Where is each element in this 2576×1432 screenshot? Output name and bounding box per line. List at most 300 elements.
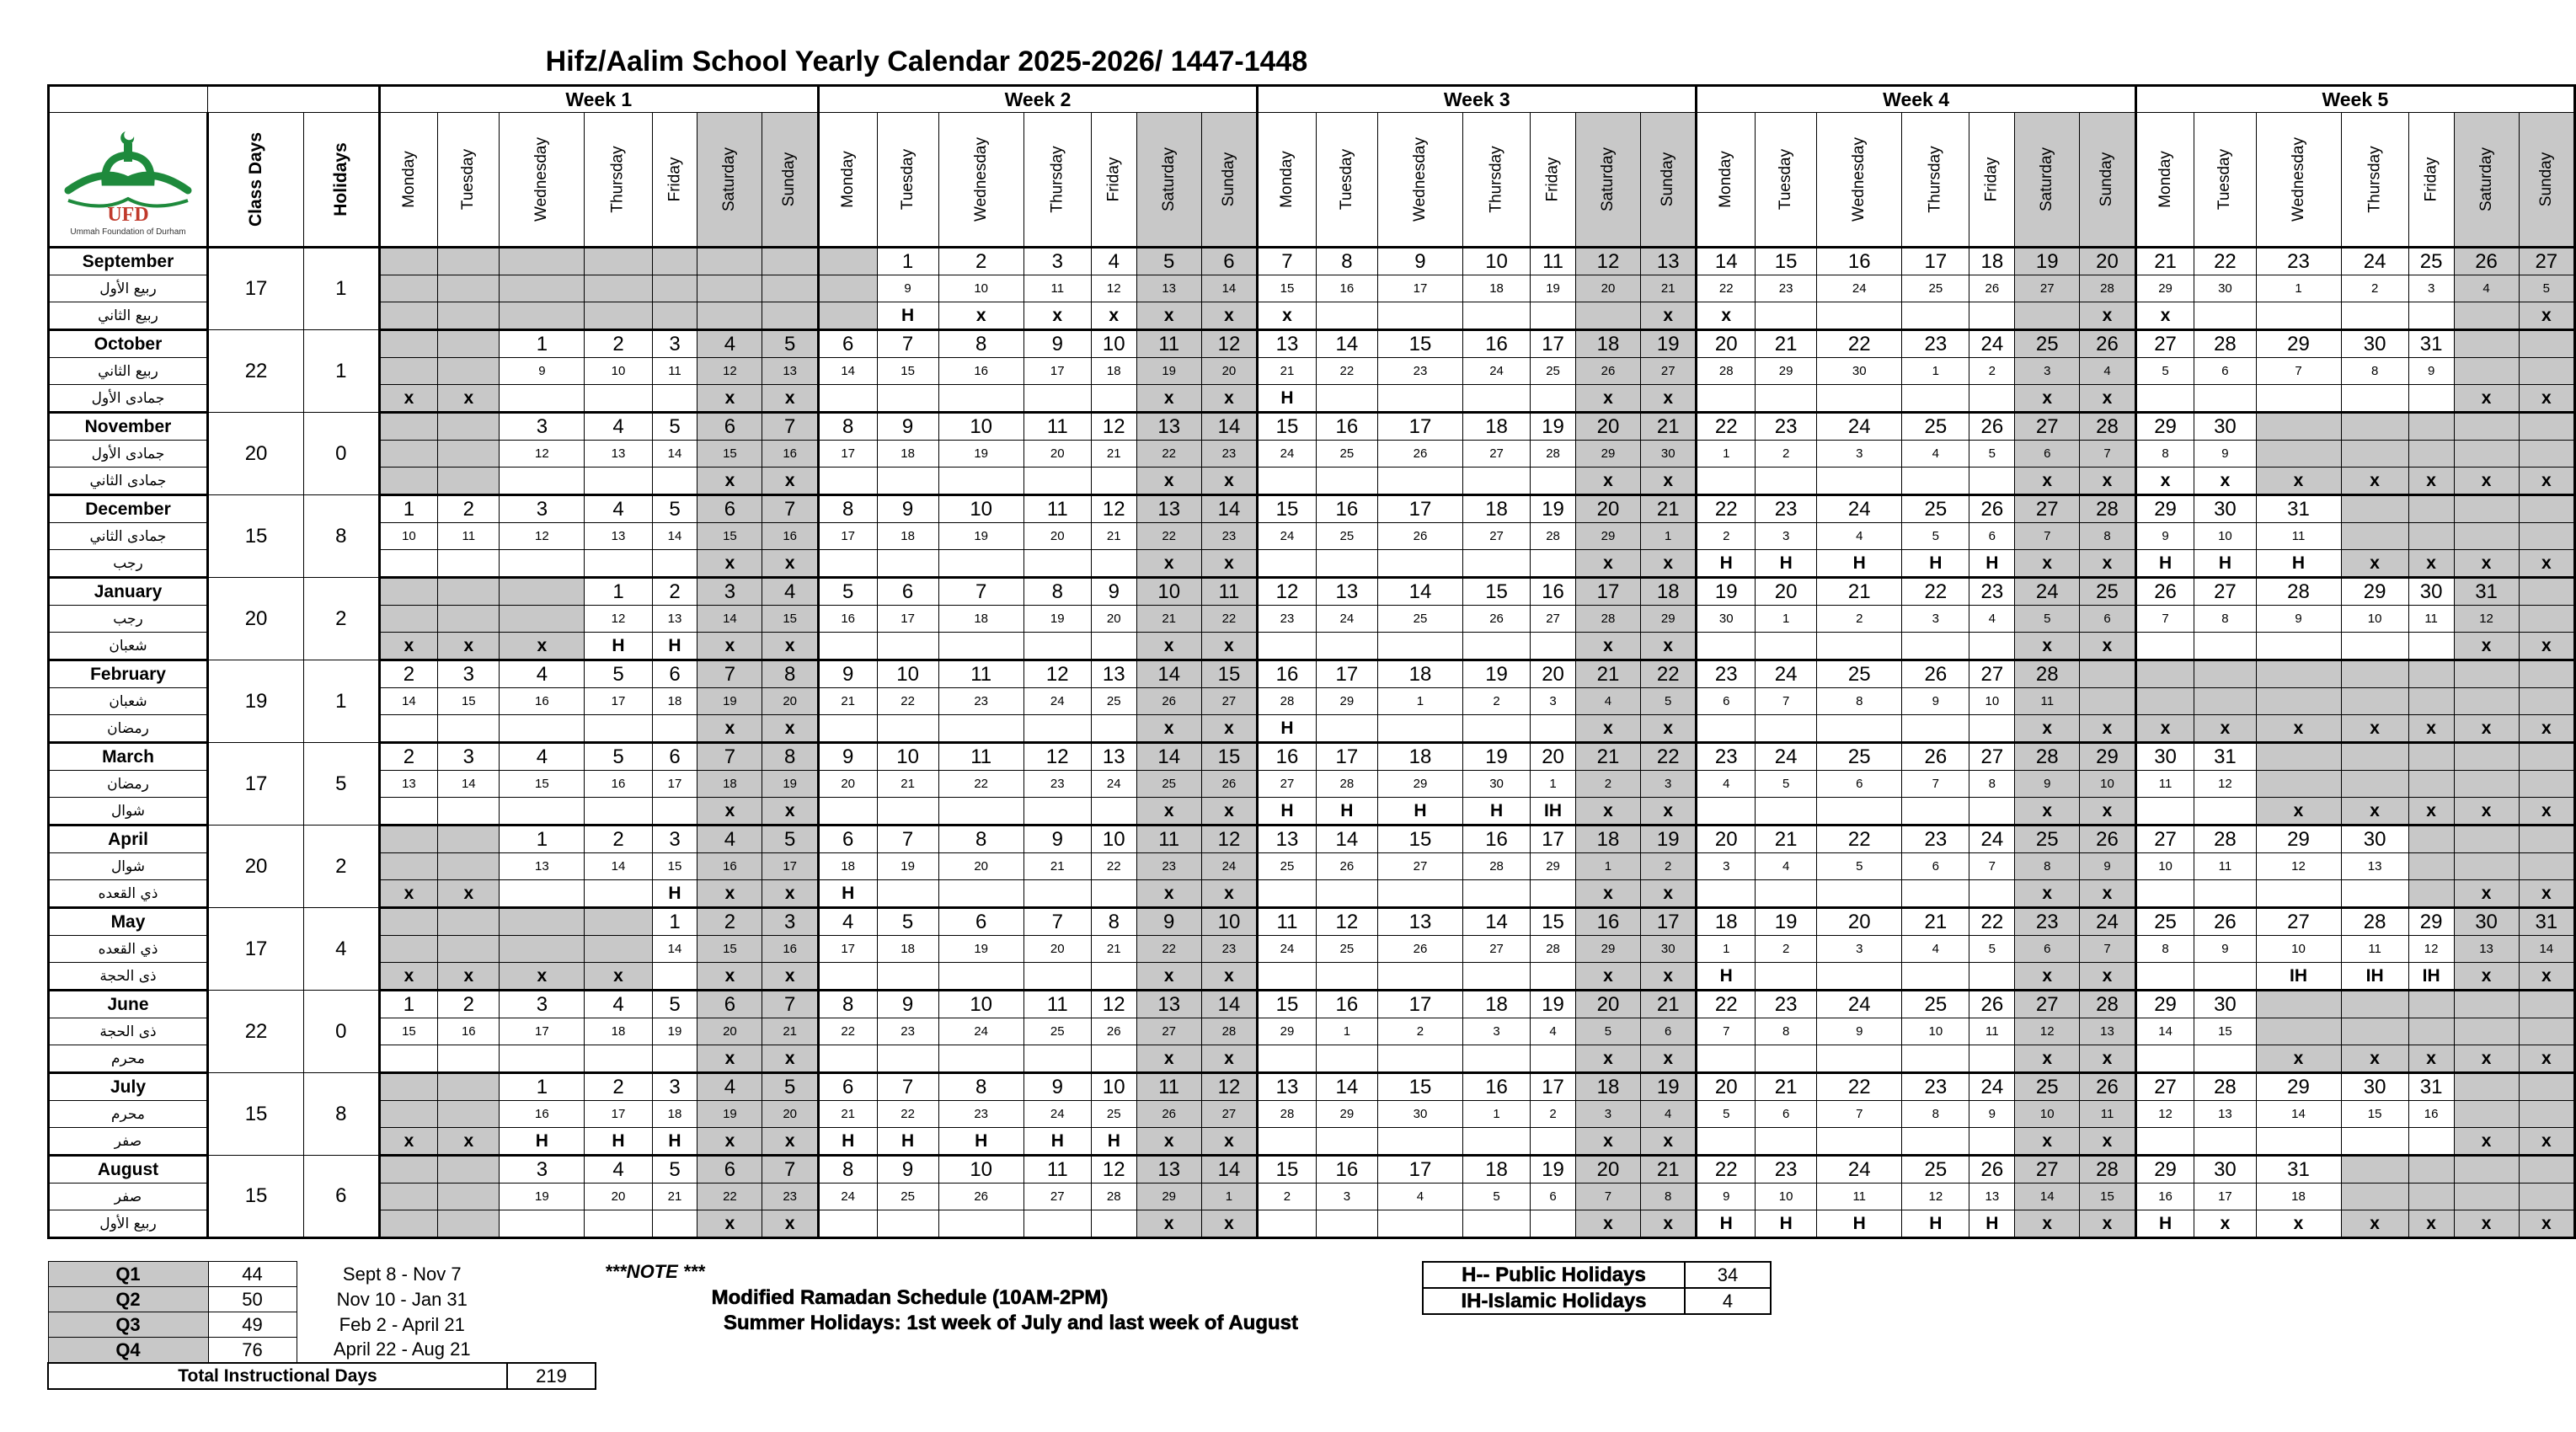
date-cell: 25 xyxy=(1817,743,1902,771)
day-header-label: Wednesday xyxy=(2289,137,2307,222)
date-cell xyxy=(379,330,438,358)
hijri-date-cell: 2 xyxy=(1817,606,1902,633)
date-cell: 9 xyxy=(877,1156,938,1184)
status-marker-cell xyxy=(877,1210,938,1238)
status-marker-cell: H xyxy=(1377,798,1462,826)
date-cell: 21 xyxy=(1756,826,1817,853)
status-marker-cell: x xyxy=(2015,633,2080,660)
date-cell: 10 xyxy=(938,413,1023,441)
status-marker-cell xyxy=(938,798,1023,826)
date-cell: 5 xyxy=(652,991,697,1018)
date-cell: 16 xyxy=(1316,413,1377,441)
hijri-date-cell: 6 xyxy=(1697,688,1756,715)
status-marker-cell xyxy=(877,468,938,495)
date-cell: 2 xyxy=(438,495,500,523)
date-cell: 23 xyxy=(2015,908,2080,936)
date-cell: 6 xyxy=(697,1156,762,1184)
day-header-label: Saturday xyxy=(2477,147,2495,212)
day-header xyxy=(2194,113,2256,248)
status-marker-cell: x xyxy=(1575,880,1640,908)
status-marker-cell xyxy=(1023,715,1091,743)
date-cell xyxy=(2341,495,2408,523)
hijri-date-cell: 20 xyxy=(1023,523,1091,550)
hijri-date-cell: 7 xyxy=(1756,688,1817,715)
date-cell: 12 xyxy=(1201,826,1257,853)
hijri-date-cell xyxy=(2519,688,2574,715)
status-marker-cell: H xyxy=(877,1128,938,1156)
status-marker-cell xyxy=(585,715,652,743)
status-marker-cell xyxy=(2135,1128,2194,1156)
date-cell: 24 xyxy=(1969,826,2015,853)
hijri-date-cell: 25 xyxy=(877,1184,938,1210)
date-cell: 29 xyxy=(2135,413,2194,441)
date-cell: 16 xyxy=(1316,1156,1377,1184)
hijri-date-cell: 7 xyxy=(1969,853,2015,880)
date-cell: 15 xyxy=(1756,248,1817,275)
date-cell: 7 xyxy=(762,413,818,441)
date-cell: 4 xyxy=(697,1073,762,1101)
hijri-date-cell: 26 xyxy=(1575,358,1640,385)
hijri-date-cell: 15 xyxy=(697,936,762,963)
status-marker-cell: H xyxy=(652,633,697,660)
status-marker-cell: x xyxy=(2256,468,2341,495)
hijri-date-cell xyxy=(438,606,500,633)
hijri-month-name: رمضان xyxy=(49,715,208,743)
status-marker-cell xyxy=(818,963,877,991)
date-cell: 15 xyxy=(1258,1156,1317,1184)
hijri-row xyxy=(49,853,2575,880)
hijri-date-cell: 17 xyxy=(818,523,877,550)
day-header xyxy=(1023,113,1091,248)
hijri-month-name: صفر xyxy=(49,1184,208,1210)
hijri-date-cell xyxy=(2519,1101,2574,1128)
status-marker-cell: x xyxy=(2341,468,2408,495)
status-marker-cell xyxy=(1531,1210,1576,1238)
date-cell: 31 xyxy=(2519,908,2574,936)
status-marker-cell xyxy=(2341,880,2408,908)
class-days-header-label: Class Days xyxy=(246,131,266,227)
hijri-date-cell: 14 xyxy=(438,771,500,798)
hijri-date-cell: 27 xyxy=(2015,275,2080,302)
hijri-date-cell: 28 xyxy=(1697,358,1756,385)
date-cell: 8 xyxy=(818,413,877,441)
status-marker-cell: x xyxy=(2408,798,2454,826)
hijri-date-cell: 24 xyxy=(1258,441,1317,468)
hijri-month-name: رمضان xyxy=(49,771,208,798)
date-cell: 6 xyxy=(697,991,762,1018)
status-marker-cell xyxy=(1817,385,1902,413)
quarter-days: 76 xyxy=(208,1338,297,1364)
marker-row xyxy=(49,302,2575,330)
date-cell: 13 xyxy=(1377,908,1462,936)
status-marker-cell: x xyxy=(1136,633,1201,660)
day-header-label: Monday xyxy=(2156,151,2174,208)
date-cell: 20 xyxy=(1531,660,1576,688)
hijri-date-cell xyxy=(2454,688,2519,715)
date-cell: 30 xyxy=(2454,908,2519,936)
status-marker-cell xyxy=(1531,550,1576,578)
date-cell xyxy=(2519,330,2574,358)
date-cell: 6 xyxy=(652,660,697,688)
status-marker-cell: x xyxy=(1258,302,1317,330)
status-marker-cell: x xyxy=(1575,633,1640,660)
hijri-date-cell: 23 xyxy=(938,688,1023,715)
status-marker-cell xyxy=(379,1210,438,1238)
class-days-count: 20 xyxy=(208,413,304,495)
date-cell: 18 xyxy=(1462,413,1530,441)
marker-row xyxy=(49,1210,2575,1238)
hijri-date-cell: 22 xyxy=(877,688,938,715)
holidays-count: 6 xyxy=(304,1156,380,1238)
marker-row xyxy=(49,798,2575,826)
date-cell: 29 xyxy=(2080,743,2135,771)
date-cell: 21 xyxy=(1817,578,1902,606)
hijri-date-cell xyxy=(2454,1101,2519,1128)
status-marker-cell xyxy=(585,798,652,826)
gregorian-row xyxy=(49,908,2575,936)
date-cell: 24 xyxy=(1817,495,1902,523)
hijri-date-cell: 3 xyxy=(1316,1184,1377,1210)
hijri-date-cell: 20 xyxy=(697,1018,762,1045)
hijri-date-cell xyxy=(2519,771,2574,798)
hijri-date-cell: 10 xyxy=(585,358,652,385)
hijri-date-cell: 13 xyxy=(2194,1101,2256,1128)
status-marker-cell xyxy=(1756,963,1817,991)
date-cell: 23 xyxy=(1756,1156,1817,1184)
status-marker-cell xyxy=(1902,302,1969,330)
status-marker-cell: x xyxy=(2454,880,2519,908)
date-cell: 9 xyxy=(818,743,877,771)
date-cell: 5 xyxy=(762,826,818,853)
date-cell: 23 xyxy=(1697,660,1756,688)
date-cell: 3 xyxy=(762,908,818,936)
date-cell xyxy=(2454,743,2519,771)
date-cell: 17 xyxy=(1641,908,1697,936)
hijri-date-cell: 1 xyxy=(1377,688,1462,715)
status-marker-cell: x xyxy=(2015,1045,2080,1073)
status-marker-cell xyxy=(818,1045,877,1073)
status-marker-cell xyxy=(2408,633,2454,660)
quarter-row xyxy=(48,1287,596,1312)
hijri-date-cell: 4 xyxy=(1697,771,1756,798)
status-marker-cell: x xyxy=(2519,963,2574,991)
date-cell: 14 xyxy=(1201,495,1257,523)
date-cell: 23 xyxy=(1697,743,1756,771)
status-marker-cell: x xyxy=(1641,963,1697,991)
status-marker-cell xyxy=(1531,468,1576,495)
hijri-date-cell: 21 xyxy=(818,1101,877,1128)
hijri-date-cell: 25 xyxy=(1023,1018,1091,1045)
hijri-date-cell: 8 xyxy=(2135,936,2194,963)
status-marker-cell xyxy=(1697,880,1756,908)
date-cell: 6 xyxy=(818,330,877,358)
hijri-date-cell: 25 xyxy=(1902,275,1969,302)
status-marker-cell: x xyxy=(762,715,818,743)
status-marker-cell: x xyxy=(2015,468,2080,495)
status-marker-cell xyxy=(1969,1128,2015,1156)
month-name: May xyxy=(49,908,208,936)
status-marker-cell: H xyxy=(1969,550,2015,578)
hijri-month-name: ربيع الثاني xyxy=(49,302,208,330)
day-header xyxy=(1258,113,1317,248)
date-cell: 28 xyxy=(2015,743,2080,771)
date-cell: 17 xyxy=(1316,660,1377,688)
status-marker-cell xyxy=(379,302,438,330)
date-cell: 6 xyxy=(652,743,697,771)
status-marker-cell: x xyxy=(762,798,818,826)
status-marker-cell: x xyxy=(2135,715,2194,743)
date-cell: 30 xyxy=(2194,991,2256,1018)
hijri-date-cell: 24 xyxy=(1091,771,1136,798)
status-marker-cell xyxy=(1316,633,1377,660)
quarter-spacer xyxy=(507,1287,596,1312)
day-header-label: Saturday xyxy=(1598,147,1617,212)
status-marker-cell: H xyxy=(1023,1128,1091,1156)
date-cell xyxy=(2408,743,2454,771)
date-cell: 17 xyxy=(1377,413,1462,441)
status-marker-cell: H xyxy=(2194,550,2256,578)
status-marker-cell: x xyxy=(697,550,762,578)
date-cell: 30 xyxy=(2135,743,2194,771)
status-marker-cell xyxy=(2341,633,2408,660)
date-cell: 21 xyxy=(1902,908,1969,936)
status-marker-cell xyxy=(1969,633,2015,660)
hijri-date-cell: 14 xyxy=(2135,1018,2194,1045)
hijri-date-cell: 21 xyxy=(877,771,938,798)
status-marker-cell xyxy=(1316,963,1377,991)
hijri-date-cell: 17 xyxy=(818,441,877,468)
hijri-date-cell: 24 xyxy=(1023,1101,1091,1128)
date-cell xyxy=(2194,660,2256,688)
status-marker-cell xyxy=(1756,1045,1817,1073)
status-marker-cell xyxy=(2341,302,2408,330)
marker-row xyxy=(49,385,2575,413)
day-header-label: Friday xyxy=(2422,157,2440,202)
date-cell: 19 xyxy=(2015,248,2080,275)
hijri-date-cell: 7 xyxy=(1817,1101,1902,1128)
date-cell: 19 xyxy=(1641,826,1697,853)
hijri-date-cell: 28 xyxy=(1462,853,1530,880)
status-marker-cell: x xyxy=(1136,302,1201,330)
day-header-label: Monday xyxy=(1717,151,1735,208)
date-cell: 16 xyxy=(1316,991,1377,1018)
status-marker-cell xyxy=(1023,880,1091,908)
hijri-date-cell: 27 xyxy=(1462,441,1530,468)
day-header xyxy=(1136,113,1201,248)
status-marker-cell: H xyxy=(1902,550,1969,578)
status-marker-cell: x xyxy=(438,1128,500,1156)
legend-label: IH-Islamic Holidays xyxy=(1423,1288,1685,1314)
hijri-date-cell: 21 xyxy=(1258,358,1317,385)
gregorian-row xyxy=(49,743,2575,771)
date-cell: 21 xyxy=(1641,991,1697,1018)
hijri-date-cell: 6 xyxy=(2015,936,2080,963)
hijri-date-cell xyxy=(2519,441,2574,468)
date-cell: 20 xyxy=(1697,330,1756,358)
date-cell: 18 xyxy=(1697,908,1756,936)
hijri-date-cell: 5 xyxy=(2135,358,2194,385)
hijri-date-cell: 4 xyxy=(2454,275,2519,302)
hijri-month-name: ذى الحجة xyxy=(49,963,208,991)
date-cell: 14 xyxy=(1316,1073,1377,1101)
status-marker-cell: x xyxy=(2519,302,2574,330)
date-cell: 11 xyxy=(1258,908,1317,936)
date-cell: 12 xyxy=(1575,248,1640,275)
hijri-date-cell: 19 xyxy=(938,936,1023,963)
hijri-date-cell: 29 xyxy=(1641,606,1697,633)
status-marker-cell xyxy=(1462,550,1530,578)
status-marker-cell: x xyxy=(697,468,762,495)
date-cell: 24 xyxy=(2341,248,2408,275)
hijri-date-cell: 29 xyxy=(1258,1018,1317,1045)
hijri-date-cell: 25 xyxy=(1316,523,1377,550)
status-marker-cell xyxy=(1023,550,1091,578)
status-marker-cell xyxy=(1817,1128,1902,1156)
hijri-date-cell xyxy=(379,358,438,385)
date-cell: 11 xyxy=(1136,330,1201,358)
hijri-date-cell: 7 xyxy=(2256,358,2341,385)
date-cell: 13 xyxy=(1136,1156,1201,1184)
status-marker-cell xyxy=(438,550,500,578)
status-marker-cell: x xyxy=(2080,550,2135,578)
hijri-date-cell: 24 xyxy=(938,1018,1023,1045)
date-cell: 7 xyxy=(877,330,938,358)
date-cell: 2 xyxy=(379,660,438,688)
hijri-date-cell: 25 xyxy=(1258,853,1317,880)
week-header: Week 4 xyxy=(1697,86,2135,113)
day-header-label: Tuesday xyxy=(2215,148,2234,211)
date-cell: 18 xyxy=(1575,1073,1640,1101)
date-cell: 19 xyxy=(1462,743,1530,771)
status-marker-cell xyxy=(500,715,585,743)
status-marker-cell xyxy=(1817,468,1902,495)
date-cell: 23 xyxy=(1756,413,1817,441)
hijri-date-cell: 4 xyxy=(1756,853,1817,880)
date-cell: 11 xyxy=(1023,495,1091,523)
hijri-date-cell: 13 xyxy=(2080,1018,2135,1045)
status-marker-cell: x xyxy=(2408,715,2454,743)
hijri-date-cell: 5 xyxy=(1969,936,2015,963)
date-cell: 23 xyxy=(2256,248,2341,275)
status-marker-cell xyxy=(1377,302,1462,330)
date-cell: 27 xyxy=(1969,743,2015,771)
status-marker-cell xyxy=(1697,1045,1756,1073)
status-marker-cell xyxy=(1091,633,1136,660)
day-header xyxy=(2454,113,2519,248)
hijri-date-cell: 26 xyxy=(938,1184,1023,1210)
date-cell: 13 xyxy=(1258,1073,1317,1101)
day-header-label: Friday xyxy=(665,157,683,202)
date-cell: 16 xyxy=(1462,826,1530,853)
hijri-date-cell xyxy=(818,275,877,302)
date-cell: 26 xyxy=(1969,413,2015,441)
date-cell: 9 xyxy=(1023,1073,1091,1101)
date-cell: 28 xyxy=(2015,660,2080,688)
holidays-header xyxy=(304,113,380,248)
status-marker-cell: x xyxy=(762,963,818,991)
status-marker-cell: x xyxy=(438,963,500,991)
status-marker-cell xyxy=(818,385,877,413)
gregorian-row xyxy=(49,413,2575,441)
date-cell: 26 xyxy=(1969,495,2015,523)
hijri-row xyxy=(49,1184,2575,1210)
date-cell: 14 xyxy=(1462,908,1530,936)
hijri-date-cell xyxy=(2519,853,2574,880)
hijri-date-cell: 20 xyxy=(818,771,877,798)
hijri-date-cell: 30 xyxy=(2194,275,2256,302)
status-marker-cell xyxy=(2135,880,2194,908)
hijri-date-cell: 21 xyxy=(1091,523,1136,550)
date-cell: 22 xyxy=(2194,248,2256,275)
status-marker-cell xyxy=(1531,1045,1576,1073)
hijri-date-cell: 30 xyxy=(1817,358,1902,385)
holidays-count: 5 xyxy=(304,743,380,826)
hijri-month-name: شعبان xyxy=(49,688,208,715)
hijri-month-name: ربيع الأول xyxy=(49,275,208,302)
day-header xyxy=(818,113,877,248)
status-marker-cell: x xyxy=(762,550,818,578)
hijri-date-cell: 17 xyxy=(585,1101,652,1128)
hijri-date-cell: 20 xyxy=(1023,936,1091,963)
quarter-row xyxy=(48,1312,596,1338)
status-marker-cell: H xyxy=(2256,550,2341,578)
date-cell: 18 xyxy=(1462,1156,1530,1184)
hijri-date-cell: 18 xyxy=(1462,275,1530,302)
hijri-date-cell: 28 xyxy=(1531,441,1576,468)
status-marker-cell: x xyxy=(1641,1210,1697,1238)
hijri-date-cell: 22 xyxy=(1697,275,1756,302)
status-marker-cell xyxy=(652,302,697,330)
hijri-month-name: صفر xyxy=(49,1128,208,1156)
status-marker-cell xyxy=(1462,963,1530,991)
hijri-date-cell: 28 xyxy=(1201,1018,1257,1045)
date-cell: 22 xyxy=(1697,495,1756,523)
date-cell xyxy=(2256,991,2341,1018)
hijri-date-cell: 18 xyxy=(652,1101,697,1128)
status-marker-cell: x xyxy=(2080,468,2135,495)
hijri-date-cell: 29 xyxy=(1756,358,1817,385)
date-cell: 2 xyxy=(652,578,697,606)
status-marker-cell: x xyxy=(379,963,438,991)
hijri-date-cell: 13 xyxy=(379,771,438,798)
date-cell xyxy=(2341,743,2408,771)
date-cell: 9 xyxy=(877,495,938,523)
count-header-spacer xyxy=(208,86,380,113)
date-cell: 31 xyxy=(2408,330,2454,358)
date-cell: 5 xyxy=(762,1073,818,1101)
date-cell xyxy=(585,908,652,936)
date-cell: 25 xyxy=(2135,908,2194,936)
hijri-date-cell: 24 xyxy=(1201,853,1257,880)
status-marker-cell: x xyxy=(1201,798,1257,826)
status-marker-cell: x xyxy=(2454,963,2519,991)
marker-row xyxy=(49,633,2575,660)
hijri-date-cell: 14 xyxy=(1201,275,1257,302)
total-value: 219 xyxy=(507,1363,596,1389)
date-cell xyxy=(585,248,652,275)
status-marker-cell: x xyxy=(697,798,762,826)
hijri-date-cell xyxy=(585,936,652,963)
hijri-date-cell: 8 xyxy=(2341,358,2408,385)
date-cell: 21 xyxy=(1641,495,1697,523)
date-cell: 8 xyxy=(1316,248,1377,275)
date-cell: 26 xyxy=(2080,330,2135,358)
week-header: Week 3 xyxy=(1258,86,1697,113)
status-marker-cell xyxy=(652,550,697,578)
hijri-date-cell: 7 xyxy=(2080,936,2135,963)
hijri-date-cell: 16 xyxy=(938,358,1023,385)
hijri-date-cell: 15 xyxy=(1258,275,1317,302)
